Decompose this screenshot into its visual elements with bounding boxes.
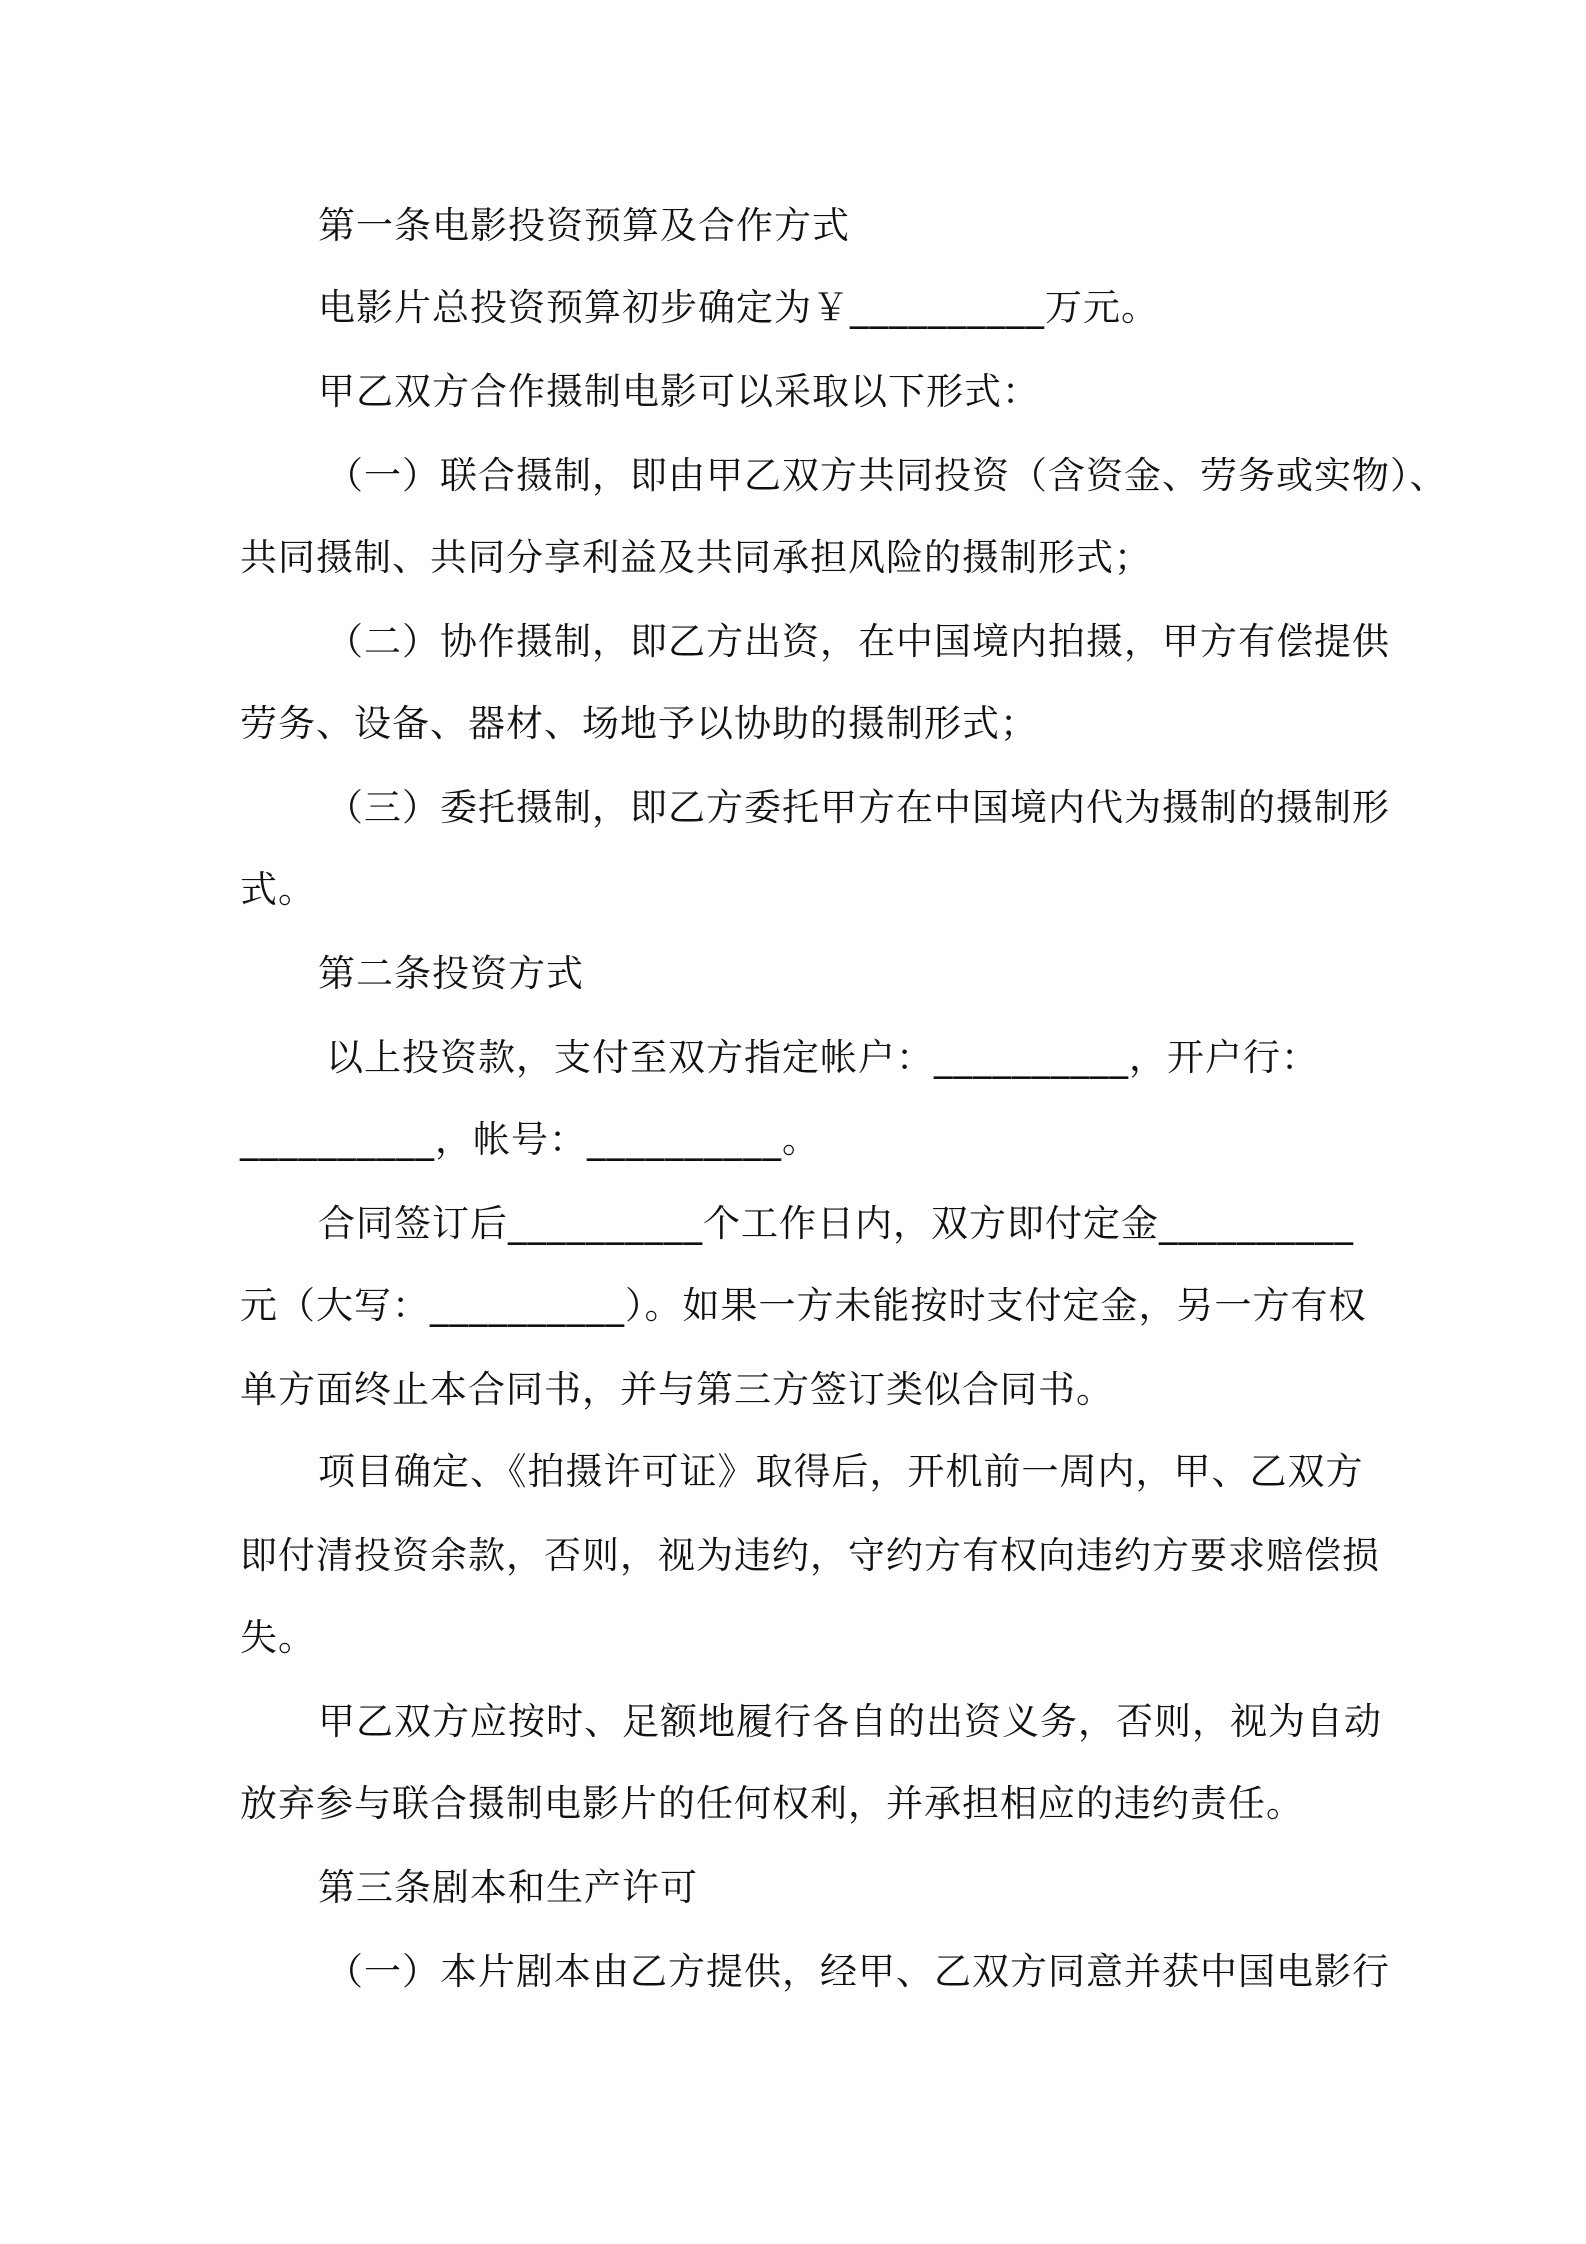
forms-intro-paragraph: 甲乙双方合作摄制电影可以采取以下形式： <box>318 370 1040 413</box>
item-3-line-2: 式。 <box>240 868 316 911</box>
script-item-1-line-1: （一）本片剧本由乙方提供，经甲、乙双方同意并获中国电影行 <box>326 1950 1390 1993</box>
item-2-line-2: 劳务、设备、器材、场地予以协助的摄制形式； <box>240 702 1038 745</box>
article-2-heading: 第二条投资方式 <box>318 952 584 995</box>
deposit-line-1: 合同签订后__________个工作日内，双方即付定金__________ <box>318 1202 1354 1245</box>
item-2-line-1: （二）协作摄制，即乙方出资，在中国境内拍摄，甲方有偿提供 <box>326 620 1390 663</box>
budget-paragraph: 电影片总投资预算初步确定为￥__________万元。 <box>318 286 1159 329</box>
article-3-heading: 第三条剧本和生产许可 <box>318 1866 698 1909</box>
article-1-heading: 第一条电影投资预算及合作方式 <box>318 204 850 247</box>
balance-line-2: 即付清投资余款，否则，视为违约，守约方有权向违约方要求赔偿损 <box>240 1534 1380 1577</box>
account-line-1: 以上投资款，支付至双方指定帐户：__________，开户行： <box>326 1036 1319 1079</box>
balance-line-1: 项目确定、《拍摄许可证》取得后，开机前一周内，甲、乙双方 <box>318 1450 1364 1493</box>
item-3-line-1: （三）委托摄制，即乙方委托甲方在中国境内代为摄制的摄制形 <box>326 786 1390 829</box>
item-1-line-1: （一）联合摄制，即由甲乙双方共同投资（含资金、劳务或实物）、 <box>326 454 1448 497</box>
account-line-2: __________，帐号：__________。 <box>240 1118 820 1161</box>
deposit-line-2: 元（大写：__________）。如果一方未能按时支付定金，另一方有权 <box>240 1284 1367 1327</box>
deposit-line-3: 单方面终止本合同书，并与第三方签订类似合同书。 <box>240 1368 1114 1411</box>
obligation-line-1: 甲乙双方应按时、足额地履行各自的出资义务，否则，视为自动 <box>318 1700 1382 1743</box>
balance-line-3: 失。 <box>240 1616 316 1659</box>
obligation-line-2: 放弃参与联合摄制电影片的任何权利，并承担相应的违约责任。 <box>240 1782 1304 1825</box>
item-1-line-2: 共同摄制、共同分享利益及共同承担风险的摄制形式； <box>240 536 1152 579</box>
